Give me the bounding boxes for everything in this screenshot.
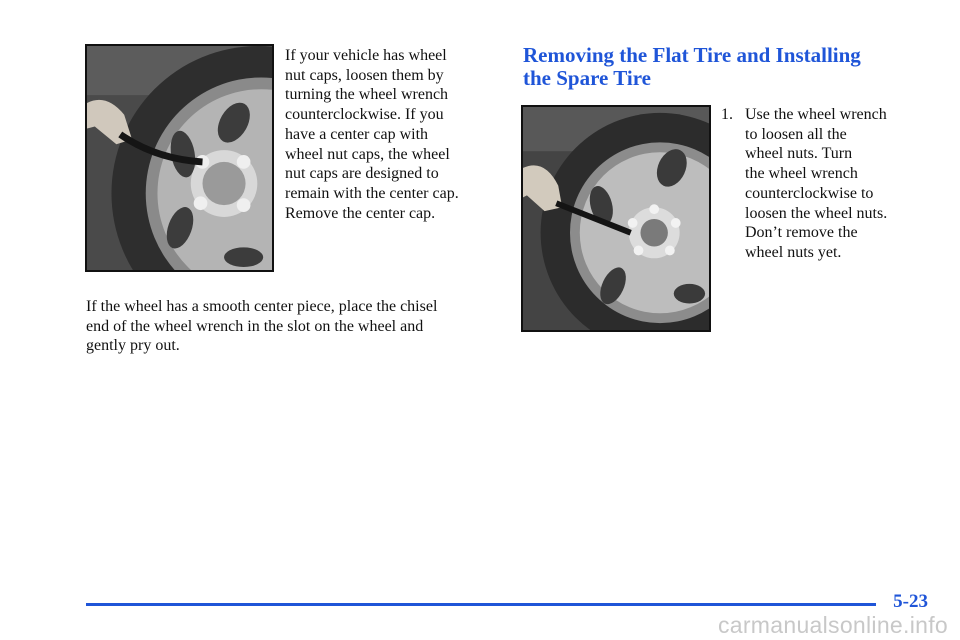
text-line: Remove the center cap.: [285, 204, 436, 222]
step-number: 1.: [721, 106, 733, 123]
text-line: wheel nuts. Turn: [745, 145, 853, 163]
heading-line: Removing the Flat Tire and Installing: [523, 43, 861, 67]
text-line: end of the wheel wrench in the slot on the wheel and: [86, 317, 424, 335]
text-line: gently pry out.: [86, 337, 180, 355]
text-line: counterclockwise. If you: [285, 106, 444, 124]
text-line: counterclockwise to: [745, 184, 874, 202]
text-line: the wheel wrench: [745, 165, 858, 183]
text-line: turning the wheel wrench: [285, 86, 449, 104]
text-line: have a center cap with: [285, 125, 429, 143]
text-line: to loosen all the: [745, 125, 847, 143]
text-line: If your vehicle has wheel: [285, 47, 447, 64]
text-line: nut caps, loosen them by: [285, 66, 444, 84]
text-line: Don’t remove the: [745, 224, 858, 242]
loosen-wheel-nuts-photo: [521, 105, 711, 332]
heading-line: the Spare Tire: [523, 66, 651, 90]
text-line: wheel nuts yet.: [745, 243, 842, 261]
smooth-center-piece-paragraph: [86, 297, 506, 356]
center-cap-instructions: [285, 46, 485, 223]
watermark: carmanualsonline.info: [717, 612, 948, 638]
text-line: loosen the wheel nuts.: [745, 204, 888, 222]
page-number: 5-23: [893, 591, 928, 612]
text-line: If the wheel has a smooth center piece, place the chisel: [86, 298, 438, 315]
text-line: remain with the center cap.: [285, 184, 459, 202]
step-1-text: [745, 105, 945, 263]
text-line: wheel nut caps, the wheel: [285, 145, 450, 163]
section-heading: [523, 44, 923, 90]
text-line: Use the wheel wrench: [745, 106, 887, 123]
footer-rule: [86, 603, 876, 606]
center-cap-removal-photo: [85, 44, 274, 272]
text-line: nut caps are designed to: [285, 165, 439, 183]
